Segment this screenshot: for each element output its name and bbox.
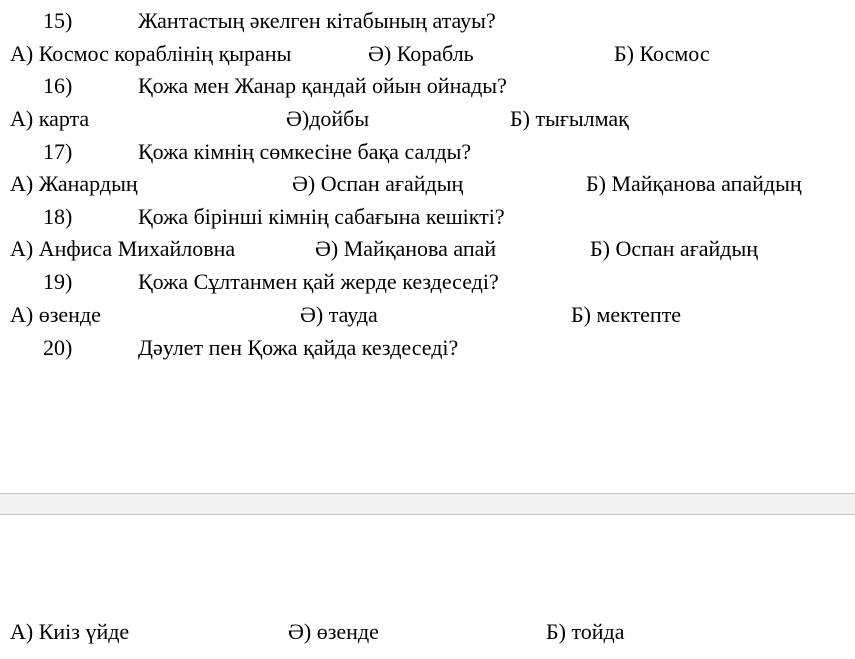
option-a: А) Жанардың <box>10 171 138 196</box>
option-a: А) өзенде <box>10 302 101 327</box>
question-16 <box>0 75 855 101</box>
question-20 <box>0 337 855 363</box>
option-ae: Ә) Корабль <box>368 41 474 66</box>
options-20 <box>0 621 855 647</box>
option-b: Б) Оспан ағайдың <box>590 236 758 261</box>
option-ae: Ә) өзенде <box>288 619 379 644</box>
question-number: 19) <box>43 269 73 294</box>
option-b: Б) мектепте <box>571 302 682 327</box>
option-a: А) Анфиса Михайловна <box>10 236 236 261</box>
options-18 <box>0 238 855 264</box>
option-a: А) карта <box>10 106 90 131</box>
option-b: Б) Космос <box>614 41 710 66</box>
question-17 <box>0 141 855 167</box>
page-bottom <box>0 515 855 659</box>
option-b: Б) Майқанова апайдың <box>586 171 802 196</box>
option-ae: Ә)дойбы <box>286 106 370 131</box>
question-text: Дәулет пен Қожа қайда кездеседі? <box>138 335 459 360</box>
question-number: 20) <box>43 335 73 360</box>
question-number: 17) <box>43 139 73 164</box>
options-17 <box>0 173 855 199</box>
option-b: Б) тойда <box>546 619 625 644</box>
options-16 <box>0 108 855 134</box>
options-15 <box>0 43 855 69</box>
options-19 <box>0 304 855 330</box>
page-break <box>0 493 855 515</box>
question-18 <box>0 206 855 232</box>
question-15 <box>0 10 855 36</box>
question-text: Жантастың әкелген кітабының атауы? <box>138 8 496 33</box>
option-a: А) Космос кораблінің қыраны <box>10 41 292 66</box>
question-text: Қожа мен Жанар қандай ойын ойнады? <box>138 73 507 98</box>
question-text: Қожа кімнің сөмкесіне бақа салды? <box>138 139 472 164</box>
question-text: Қожа бірінші кімнің сабағына кешікті? <box>138 204 505 229</box>
question-number: 18) <box>43 204 73 229</box>
option-ae: Ә) Майқанова апай <box>315 236 497 261</box>
option-ae: Ә) Оспан ағайдың <box>292 171 464 196</box>
question-19 <box>0 271 855 297</box>
question-number: 15) <box>43 8 73 33</box>
option-b: Б) тығылмақ <box>510 106 629 131</box>
option-ae: Ә) тауда <box>300 302 378 327</box>
question-text: Қожа Сұлтанмен қай жерде кездеседі? <box>138 269 499 294</box>
option-a: А) Киіз үйде <box>10 619 130 644</box>
question-number: 16) <box>43 73 73 98</box>
